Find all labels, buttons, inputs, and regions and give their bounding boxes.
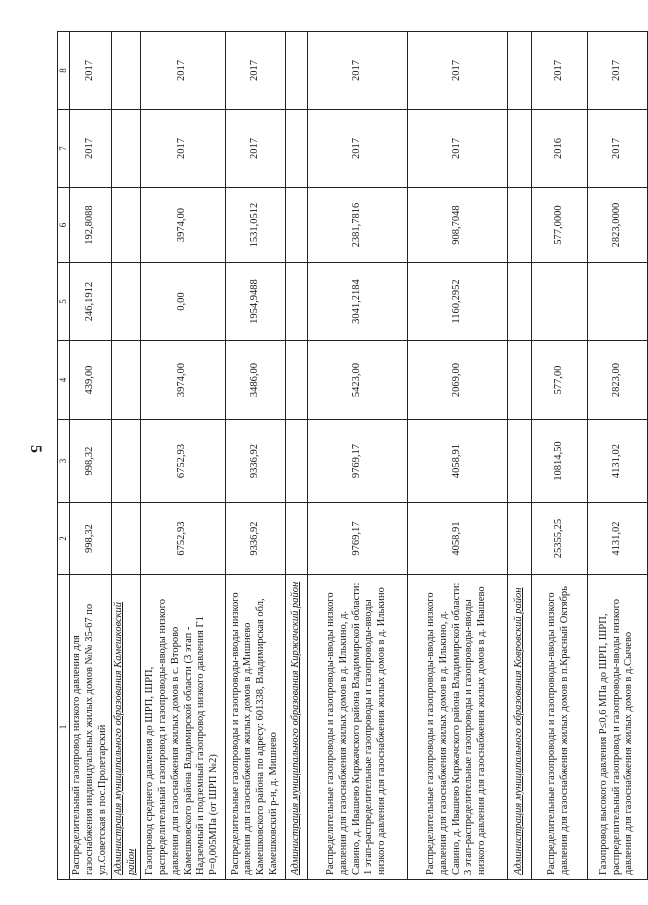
table-row	[225, 32, 285, 880]
empty-cell	[285, 110, 307, 188]
empty-cell	[507, 503, 531, 575]
col-5-value: 1954,9488	[225, 263, 285, 341]
col-2-value: 998,32	[70, 503, 112, 575]
col-4-value: 2069,00	[407, 341, 507, 420]
empty-cell	[285, 420, 307, 503]
object-description: Газопровод высокого давления Р≤0,6 МПа до ШРП, ШРП, распределительный газопровод и газопроводы-вводы низкого давления для газоснабжения жилых домов в д.Сычево	[587, 575, 647, 880]
object-description: Распределительные газопроводы и газопроводы-вводы низкого давления для газоснабжения жилых домов в д. Илькино, д. Савино, д. Ивашево Киржачского района Владимирской области: 1 этап-распределительные газопроводы и газопроводы-вводы низкого давления для газоснабжения жилых домов в д. Илькино	[307, 575, 407, 880]
table-row	[407, 32, 507, 880]
col-2-value: 4058,91	[407, 503, 507, 575]
column-header: 5	[58, 263, 70, 341]
empty-cell	[112, 503, 141, 575]
col-6-value: 1531,0512	[225, 188, 285, 263]
col-3-value: 10814,50	[531, 420, 587, 503]
object-description: Газопровод среднего давления до ШРП, ШРП, распределительный газопровод и газопроводы-вводы низкого давления для газоснабжения жилых домов в с. Второво Камешковского района Владимирской области (3 этап - Надземный и подземный газопровод низкого давления Г1 Р=0,005МПа (от ШРП №2)	[140, 575, 225, 880]
column-header: 8	[58, 32, 70, 110]
col-5-value: 1160,2952	[407, 263, 507, 341]
empty-cell	[112, 188, 141, 263]
gas-pipeline-table	[57, 31, 648, 880]
col-8-year: 2017	[407, 32, 507, 110]
rotated-table-container	[57, 32, 635, 880]
col-8-year: 2017	[140, 32, 225, 110]
col-2-value: 9769,17	[307, 503, 407, 575]
col-7-year: 2017	[587, 110, 647, 188]
empty-cell	[507, 420, 531, 503]
table-subheader-row	[112, 32, 141, 880]
empty-cell	[507, 263, 531, 341]
col-5-value	[531, 263, 587, 341]
col-5-value: 0,00	[140, 263, 225, 341]
table-row	[307, 32, 407, 880]
column-header: 4	[58, 341, 70, 420]
col-7-year: 2017	[407, 110, 507, 188]
empty-cell	[112, 263, 141, 341]
col-4-value: 5423,00	[307, 341, 407, 420]
table-row	[587, 32, 647, 880]
col-7-year: 2017	[225, 110, 285, 188]
col-2-value: 6752,93	[140, 503, 225, 575]
col-8-year: 2017	[70, 32, 112, 110]
object-description: Распределительный газопровод низкого давления для газоснабжения индивидуальных жилых домов №№ 35-67 по ул.Советская в пос.Пролетарский	[70, 575, 112, 880]
col-7-year: 2016	[531, 110, 587, 188]
col-7-year: 2017	[307, 110, 407, 188]
col-6-value: 577,0000	[531, 188, 587, 263]
empty-cell	[285, 188, 307, 263]
col-3-value: 4131,02	[587, 420, 647, 503]
col-6-value: 908,7048	[407, 188, 507, 263]
col-5-value: 246,1912	[70, 263, 112, 341]
col-3-value: 4058,91	[407, 420, 507, 503]
municipality-name: Администрация муниципального образования Киржачский район	[285, 575, 307, 880]
empty-cell	[507, 32, 531, 110]
empty-cell	[285, 503, 307, 575]
col-8-year: 2017	[225, 32, 285, 110]
col-5-value: 3041,2184	[307, 263, 407, 341]
col-7-year: 2017	[70, 110, 112, 188]
empty-cell	[112, 341, 141, 420]
empty-cell	[285, 32, 307, 110]
col-6-value: 2381,7816	[307, 188, 407, 263]
col-3-value: 9336,92	[225, 420, 285, 503]
col-6-value: 192,8088	[70, 188, 112, 263]
col-7-year: 2017	[140, 110, 225, 188]
page-number: 5	[27, 445, 44, 453]
column-header: 3	[58, 420, 70, 503]
empty-cell	[112, 110, 141, 188]
col-3-value: 998,32	[70, 420, 112, 503]
col-4-value: 2823,00	[587, 341, 647, 420]
empty-cell	[285, 341, 307, 420]
empty-cell	[112, 32, 141, 110]
column-header: 2	[58, 503, 70, 575]
col-8-year: 2017	[307, 32, 407, 110]
col-4-value: 577,00	[531, 341, 587, 420]
table-subheader-row	[285, 32, 307, 880]
col-2-value: 9336,92	[225, 503, 285, 575]
col-4-value: 3486,00	[225, 341, 285, 420]
col-8-year: 2017	[587, 32, 647, 110]
col-3-value: 6752,93	[140, 420, 225, 503]
col-2-value: 4131,02	[587, 503, 647, 575]
object-description: Распределительные газопроводы и газопроводы-вводы низкого давления для газоснабжения жилых домов в п.Красный Октябрь	[531, 575, 587, 880]
empty-cell	[507, 341, 531, 420]
empty-cell	[507, 110, 531, 188]
object-description: Распределительные газопроводы и газопроводы-вводы низкого давления для газоснабжения жилых домов в д.Мишнево Камешковского района по адресу: 601338, Владимирская обл, Камешковский р-н, д. Мишнево	[225, 575, 285, 880]
table-row	[531, 32, 587, 880]
column-header: 6	[58, 188, 70, 263]
empty-cell	[507, 188, 531, 263]
rotated-page	[57, 32, 635, 880]
empty-cell	[285, 263, 307, 341]
column-header: 7	[58, 110, 70, 188]
col-3-value: 9769,17	[307, 420, 407, 503]
column-number-row	[58, 32, 70, 880]
col-8-year: 2017	[531, 32, 587, 110]
col-2-value: 25355,25	[531, 503, 587, 575]
col-6-value: 3974,00	[140, 188, 225, 263]
empty-cell	[112, 420, 141, 503]
col-4-value: 439,00	[70, 341, 112, 420]
table-row	[70, 32, 112, 880]
object-description: Распределительные газопроводы и газопроводы-вводы низкого давления для газоснабжения жилых домов в д. Илькино, д. Савино, д. Ивашево Киржачского района Владимирской области: 3 этап-распределительные газопроводы и газопроводы-вводы низкого давления для газоснабжения жилых домов в д. Ивашево	[407, 575, 507, 880]
municipality-name: Администрация муниципального образования Камешковский район	[112, 575, 141, 880]
col-4-value: 3974,00	[140, 341, 225, 420]
municipality-name: Администрация муниципального образования Ковровский район	[507, 575, 531, 880]
col-5-value	[587, 263, 647, 341]
table-row	[140, 32, 225, 880]
col-6-value: 2823,0000	[587, 188, 647, 263]
column-header: 1	[58, 575, 70, 880]
table-subheader-row	[507, 32, 531, 880]
